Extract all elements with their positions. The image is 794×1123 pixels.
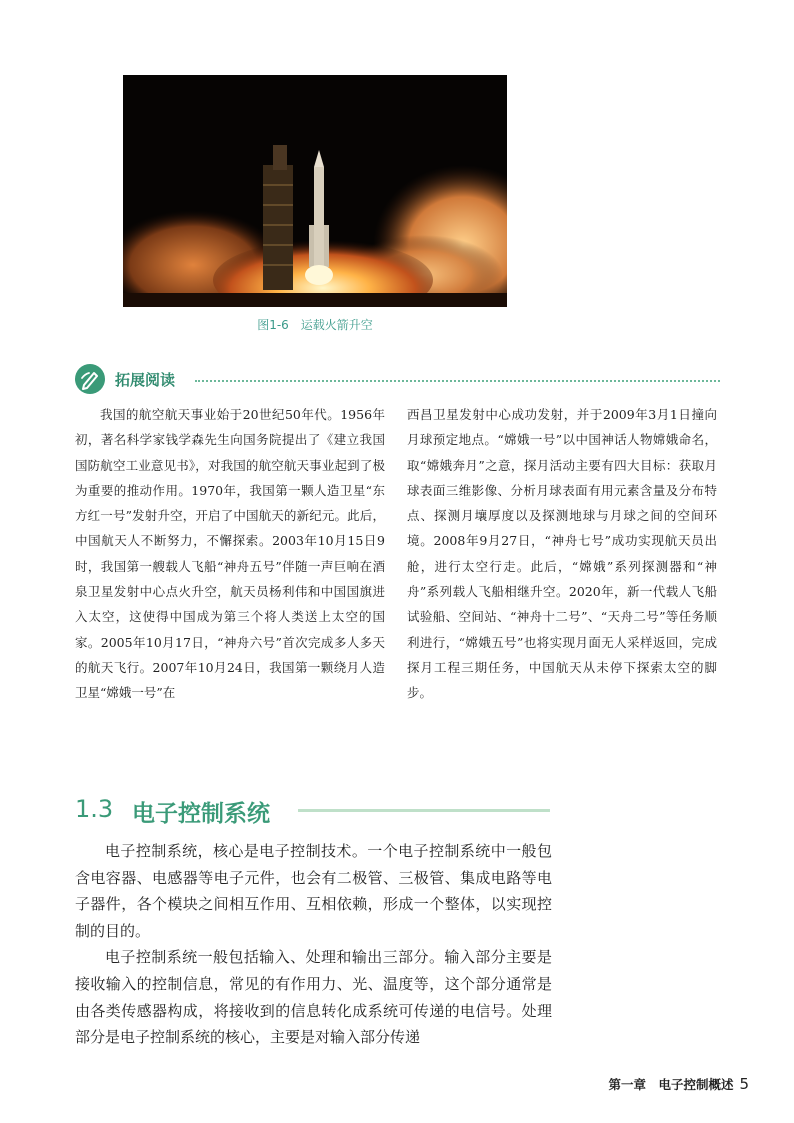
dotted-divider <box>195 380 720 382</box>
section-number: 1.3 <box>75 795 114 823</box>
rocket-launch-photo <box>123 75 507 307</box>
chapter-title: 第一章 电子控制概述 <box>608 1077 734 1092</box>
section-title: 电子控制系统 <box>132 801 270 827</box>
extended-reading-header <box>75 364 720 396</box>
page-number: 5 <box>739 1075 749 1093</box>
extended-reading-title: 拓展阅读 <box>115 371 176 389</box>
reading-text-right: 西昌卫星发射中心成功发射，并于2009年3月1日撞向月球预定地点。“嫦娥一号”以中国神话人物嫦娥命名，取“嫦娥奔月”之意，探月活动主要有四大目标：获取月球表面三维影像、分析月球表面有用元素含量及分布特点、探测月壤厚度以及探测地球与月球之间的空间环境。2008年9月27日，“神舟七号”成功实现航天员出舱，进行太空行走。此后，“嫦娥”系列探测器和“神舟”系列载人飞船相继升空。2020年，新一代载人飞船试验船、空间站、“神舟十二号”、“天舟二号”等任务顺利进行，“嫦娥五号”也将实现月面无人采样返回，完成探月工程三期任务，中国航天从未停下探索太空的脚步。 <box>407 407 717 701</box>
section-body <box>75 838 552 1051</box>
reading-column-left <box>75 402 385 706</box>
body-paragraph: 电子控制系统一般包括输入、处理和输出三部分。输入部分主要是接收输入的控制信息，常见的有作用力、光、温度等，这个部分通常是由各类传感器构成，将接收到的信息转化成系统可传递的电信号。处理部分是电子控制系统的核心，主要是对输入部分传递 <box>75 948 552 1047</box>
figure-caption: 图1-6 运载火箭升空 <box>257 318 373 332</box>
page-footer <box>608 1075 749 1093</box>
reading-text-left: 我国的航空航天事业始于20世纪50年代。1956年初，著名科学家钱学森先生向国务院提出了《建立我国国防航空工业意见书》，对我国的航空航天事业起到了极为重要的推动作用。1970年，我国第一颗人造卫星“东方红一号”发射升空，开启了中国航天的新纪元。此后，中国航天人不断努力，不懈探索。2003年10月15日9时，我国第一艘载人飞船“神舟五号”伴随一声巨响在酒泉卫星发射中心点火升空，航天员杨利伟和中国国旗进入太空，这使得中国成为第三个将人类送上太空的国家。2005年10月17日，“神舟六号”首次完成多人多天的航天飞行。2007年10月24日，我国第一颗绕月人造卫星“嫦娥一号”在 <box>75 407 385 701</box>
pen-icon <box>75 364 105 394</box>
reading-column-right <box>407 402 717 706</box>
body-paragraph: 电子控制系统，核心是电子控制技术。一个电子控制系统中一般包含电容器、电感器等电子元件，也会有二极管、三极管、集成电路等电子器件，各个模块之间相互作用、互相依赖，形成一个整体，以实现控制的目的。 <box>75 842 552 940</box>
section-divider <box>298 809 550 812</box>
